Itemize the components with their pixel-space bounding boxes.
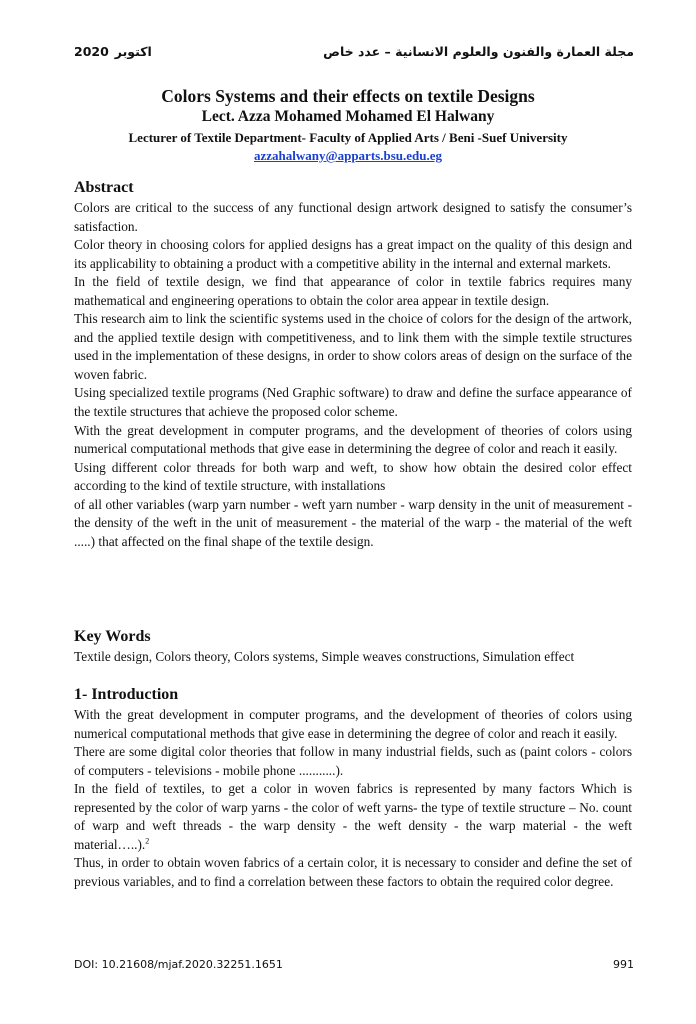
footnote-reference: 2 — [145, 836, 150, 846]
abstract-paragraph: This research aim to link the scientific systems used in the choice of colors for the design of the artwork, and the applied textile design with competitiveness, and to link them with the simple textile structures used in the implementation of these designs, in order to show colors areas of design on the surface of the woven fabric. — [74, 311, 632, 382]
abstract-paragraph: Color theory in choosing colors for applied designs has a great impact on the quality of this design and its applicability to obtaining a product with a competitive ability in the internal and external markets. — [74, 237, 632, 271]
introduction-paragraph: There are some digital color theories that follow in many industrial fields, such as (paint colors - colors of computers - televisions - mobile phone ...........). — [74, 744, 632, 778]
introduction-section — [74, 684, 632, 891]
page-footer — [74, 958, 634, 976]
header-date — [74, 44, 152, 59]
author-email-link[interactable]: azzahalwany@apparts.bsu.edu.eg — [254, 148, 442, 163]
paper-title: Colors Systems and their effects on textile Designs — [161, 86, 535, 106]
abstract-paragraph: Colors are critical to the success of any functional design artwork designed to satisfy the consumer’s satisfaction. — [74, 200, 632, 234]
keywords-section — [74, 626, 632, 667]
introduction-paragraph — [74, 780, 632, 854]
introduction-paragraph: Thus, in order to obtain woven fabrics of a certain color, it is necessary to consider and define the set of previous variables, and to find a correlation between these factors to obtain the required color degree. — [74, 855, 632, 889]
abstract-paragraph: With the great development in computer programs, and the development of theories of colors using numerical computational methods that give ease in determining the degree of color and reach it easily. — [74, 422, 632, 457]
doi-text: DOI: 10.21608/mjaf.2020.32251.1651 — [74, 958, 283, 971]
abstract-paragraph: of all other variables (warp yarn number - weft yarn number - warp density in the unit of measurement - the density of the weft in the unit of measurement - the material of the warp - the material of the weft .....) that affected on the final shape of the textile design. — [74, 496, 632, 549]
abstract-section — [74, 177, 632, 551]
abstract-paragraph: Using specialized textile programs (Ned Graphic software) to draw and define the surface appearance of the textile structures that achieve the proposed color scheme. — [74, 385, 632, 420]
keywords-heading: Key Words — [74, 628, 151, 645]
keywords-text: Textile design, Colors theory, Colors systems, Simple weaves constructions, Simulation effect — [74, 649, 575, 664]
introduction-heading: 1- Introduction — [74, 686, 179, 703]
title-block — [40, 86, 656, 164]
abstract-paragraph: Using different color threads for both warp and weft, to show how obtain the desired color effect according to the kind of textile structure, with installations — [74, 459, 632, 494]
author-name: Lect. Azza Mohamed Mohamed El Halwany — [201, 108, 495, 125]
page-number: 991 — [613, 958, 634, 971]
abstract-heading: Abstract — [74, 179, 134, 196]
introduction-paragraph: With the great development in computer programs, and the development of theories of colors using numerical computational methods that give ease in determining the degree of color and reach it easily. — [74, 707, 632, 741]
header-journal-name: مجلة العمارة والفنون والعلوم الانسانية – عدد خاص — [323, 44, 634, 59]
header-month: اكتوبر — [114, 44, 152, 59]
abstract-paragraph: In the field of textile design, we find that appearance of color in textile fabrics requires many mathematical and engineering operations to obtain the color area appear in textile design. — [74, 274, 632, 308]
running-header — [74, 44, 634, 64]
introduction-paragraph-text: In the field of textiles, to get a color in woven fabrics is represented by many factors Which is represented by the color of warp yarns - the color of weft yarns- the type of textile structure – No. count of warp and weft threads - the warp density - the weft density - the warp material - the weft material…..). — [74, 781, 632, 852]
author-affiliation: Lecturer of Textile Department- Faculty of Applied Arts / Beni -Suef University — [128, 130, 568, 145]
header-year: 2020 — [74, 44, 109, 59]
